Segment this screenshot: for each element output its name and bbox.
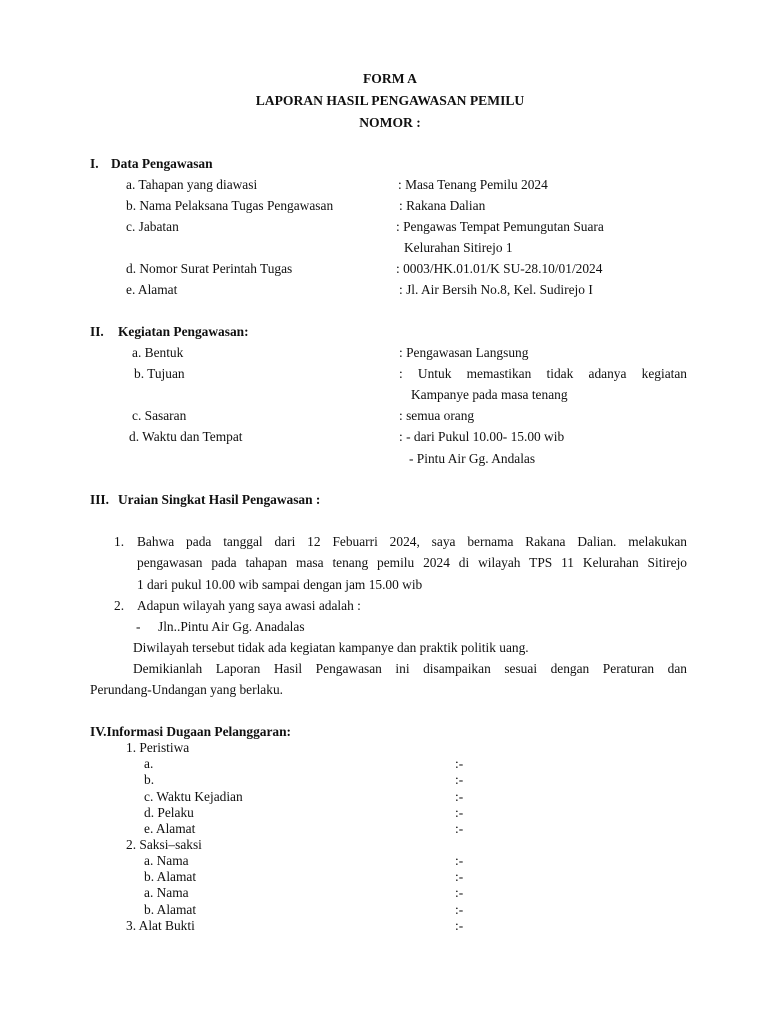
section-2-value-continued: Kampanye pada masa tenang <box>411 387 568 402</box>
section-2-value: : Untuk memastikan tidak adanya kegiatan <box>399 366 687 381</box>
dash-bullet: - <box>136 619 141 634</box>
field-value: :- <box>455 902 464 917</box>
section-2-value: : semua orang <box>399 408 475 423</box>
section-3-title: Uraian Singkat Hasil Pengawasan : <box>118 492 321 507</box>
field-label: c. Waktu Kejadian <box>144 789 243 804</box>
section-2-value: : Pengawasan Langsung <box>399 345 529 360</box>
subsection-title: 1. Peristiwa <box>126 740 190 755</box>
section-1-value: : 0003/HK.01.01/K SU-28.10/01/2024 <box>396 261 603 276</box>
item-1-line: pengawasan pada tahapan masa tenang pemilu 2024 di wilayah TPS 11 Kelurahan Sitirejo <box>137 555 687 570</box>
field-value: :- <box>455 853 464 868</box>
section-2-label: b. Tujuan <box>134 366 185 381</box>
field-value: :- <box>455 805 464 820</box>
report-number: NOMOR : <box>359 115 421 130</box>
supervised-area: Jln..Pintu Air Gg. Anadalas <box>158 619 305 634</box>
section-3-number: III. <box>90 492 109 507</box>
section-2-label: c. Sasaran <box>132 408 187 423</box>
paragraph: Demikianlah Laporan Hasil Pengawasan ini disampaikan sesuai dengan Peraturan dan <box>133 661 687 676</box>
section-1-value: : Pengawas Tempat Pemungutan Suara <box>396 219 604 234</box>
field-value: :- <box>455 789 464 804</box>
section-1-number: I. <box>90 156 99 171</box>
item-2-line: Adapun wilayah yang saya awasi adalah : <box>137 598 361 613</box>
section-1-value: : Masa Tenang Pemilu 2024 <box>398 177 548 192</box>
field-value: :- <box>455 756 464 771</box>
section-1-title: Data Pengawasan <box>111 156 213 171</box>
field-label: e. Alamat <box>144 821 196 836</box>
field-value: :- <box>455 885 464 900</box>
field-value: :- <box>455 918 464 933</box>
section-2-label: a. Bentuk <box>132 345 184 360</box>
subsection-title: 2. Saksi–saksi <box>126 837 202 852</box>
list-number: 1. <box>114 534 125 549</box>
section-2-label: d. Waktu dan Tempat <box>129 429 243 444</box>
section-2-value-continued: - Pintu Air Gg. Andalas <box>409 451 536 466</box>
section-1-value: : Rakana Dalian <box>399 198 486 213</box>
section-1-label: d. Nomor Surat Perintah Tugas <box>126 261 293 276</box>
field-value: :- <box>455 869 464 884</box>
paragraph: Perundang-Undangan yang berlaku. <box>90 682 283 697</box>
section-2-value: : - dari Pukul 10.00- 15.00 wib <box>399 429 565 444</box>
section-1-label: e. Alamat <box>126 282 178 297</box>
section-1-value-continued: Kelurahan Sitirejo 1 <box>404 240 513 255</box>
field-label: b. Alamat <box>144 869 197 884</box>
item-1-line: 1 dari pukul 10.00 wib sampai dengan jam 15.00 wib <box>137 577 423 592</box>
field-label: a. Nama <box>144 885 189 900</box>
item-1-line: Bahwa pada tanggal dari 12 Febuarri 2024, saya bernama Rakana Dalian. melakukan <box>137 534 687 549</box>
field-value: :- <box>455 772 464 787</box>
form-title: FORM A <box>363 71 417 86</box>
section-1-label: b. Nama Pelaksana Tugas Pengawasan <box>126 198 334 213</box>
field-label: a. <box>144 756 154 771</box>
section-4-title: IV.Informasi Dugaan Pelanggaran: <box>90 724 292 739</box>
subsection-title: 3. Alat Bukti <box>126 918 195 933</box>
field-label: b. <box>144 772 155 787</box>
field-label: d. Pelaku <box>144 805 194 820</box>
section-2-number: II. <box>90 324 104 339</box>
paragraph: Diwilayah tersebut tidak ada kegiatan kampanye dan praktik politik uang. <box>133 640 529 655</box>
section-1-label: c. Jabatan <box>126 219 179 234</box>
report-title: LAPORAN HASIL PENGAWASAN PEMILU <box>255 93 525 108</box>
field-value: :- <box>455 821 464 836</box>
list-number: 2. <box>114 598 125 613</box>
section-2-title: Kegiatan Pengawasan: <box>118 324 249 339</box>
field-label: a. Nama <box>144 853 189 868</box>
field-label: b. Alamat <box>144 902 197 917</box>
section-1-value: : Jl. Air Bersih No.8, Kel. Sudirejo I <box>399 282 593 297</box>
section-1-label: a. Tahapan yang diawasi <box>126 177 258 192</box>
